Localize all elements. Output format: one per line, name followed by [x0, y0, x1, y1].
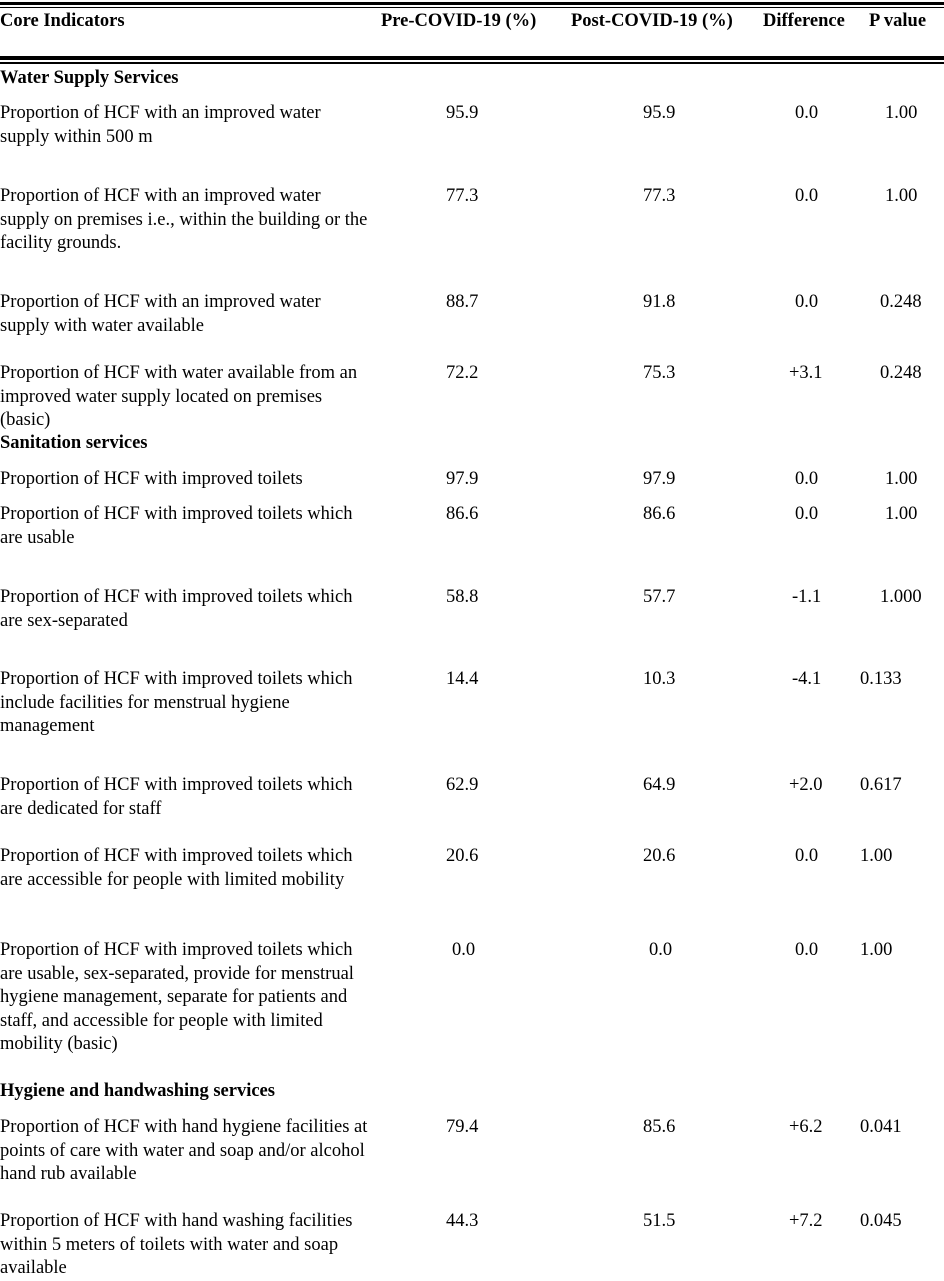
row-indicator: Proportion of HCF with improved toilets: [0, 469, 303, 489]
row-post: 10.3: [643, 669, 676, 689]
row-post: 97.9: [643, 469, 676, 489]
row-pre: 0.0: [452, 940, 476, 960]
row-diff: 0.0: [795, 940, 819, 960]
row-pre: 72.2: [446, 363, 479, 383]
row-indicator: Proportion of HCF with improved toilets which include facilities for menstrual hygiene management: [0, 669, 353, 736]
row-indicator: Proportion of HCF with an improved water supply with water available: [0, 292, 321, 336]
row-post: 57.7: [643, 587, 676, 607]
row-pre: 86.6: [446, 504, 479, 524]
header-rule: [0, 56, 944, 60]
row-post: 77.3: [643, 186, 676, 206]
row-pre: 20.6: [446, 846, 479, 866]
row-post: 0.0: [649, 940, 673, 960]
header-core-indicators: Core Indicators: [0, 11, 125, 31]
header-difference: Difference: [763, 11, 845, 31]
row-pre: 62.9: [446, 775, 479, 795]
row-p: 0.617: [860, 775, 902, 795]
row-p: 1.00: [885, 504, 918, 524]
row-diff: +2.0: [789, 775, 823, 795]
row-pre: 79.4: [446, 1117, 479, 1137]
row-pre: 77.3: [446, 186, 479, 206]
row-p: 0.041: [860, 1117, 902, 1137]
section-title-hygiene: Hygiene and handwashing services: [0, 1081, 275, 1101]
top-rule-thin: [0, 7, 944, 8]
row-diff: 0.0: [795, 846, 819, 866]
row-diff: 0.0: [795, 504, 819, 524]
row-diff: -1.1: [792, 587, 822, 607]
row-post: 51.5: [643, 1211, 676, 1231]
row-p: 0.248: [880, 292, 922, 312]
section-title-sanitation: Sanitation services: [0, 433, 148, 453]
row-p: 1.00: [885, 186, 918, 206]
row-pre: 14.4: [446, 669, 479, 689]
row-p: 0.045: [860, 1211, 902, 1231]
row-diff: 0.0: [795, 186, 819, 206]
row-p: 1.00: [885, 469, 918, 489]
row-indicator: Proportion of HCF with improved toilets which are dedicated for staff: [0, 775, 353, 819]
row-p: 1.00: [885, 103, 918, 123]
row-post: 64.9: [643, 775, 676, 795]
row-diff: +6.2: [789, 1117, 823, 1137]
row-post: 85.6: [643, 1117, 676, 1137]
row-post: 91.8: [643, 292, 676, 312]
row-post: 86.6: [643, 504, 676, 524]
row-indicator: Proportion of HCF with improved toilets which are usable: [0, 504, 353, 548]
header-post-covid: Post-COVID-19 (%): [571, 11, 733, 31]
row-indicator: Proportion of HCF with hand washing facilities within 5 meters of toilets with water and soap available: [0, 1211, 353, 1278]
top-rule: [0, 2, 944, 5]
row-indicator: Proportion of HCF with improved toilets which are accessible for people with limited mobility: [0, 846, 353, 890]
row-indicator: Proportion of HCF with an improved water supply on premises i.e., within the building or the facility grounds.: [0, 186, 368, 253]
row-pre: 97.9: [446, 469, 479, 489]
row-p: 1.00: [860, 940, 893, 960]
row-diff: -4.1: [792, 669, 822, 689]
row-indicator: Proportion of HCF with hand hygiene facilities at points of care with water and soap and/or alcohol hand rub available: [0, 1117, 368, 1184]
row-diff: +7.2: [789, 1211, 823, 1231]
header-pre-covid: Pre-COVID-19 (%): [381, 11, 537, 31]
row-diff: +3.1: [789, 363, 823, 383]
row-diff: 0.0: [795, 103, 819, 123]
row-post: 20.6: [643, 846, 676, 866]
row-pre: 95.9: [446, 103, 479, 123]
row-indicator: Proportion of HCF with improved toilets which are usable, sex-separated, provide for menstrual hygiene management, separate for patients and staff, and accessible for people with limited mobility (basic): [0, 940, 354, 1054]
row-indicator: Proportion of HCF with improved toilets which are sex-separated: [0, 587, 353, 631]
row-diff: 0.0: [795, 292, 819, 312]
row-pre: 58.8: [446, 587, 479, 607]
row-p: 0.248: [880, 363, 922, 383]
header-rule-thin: [0, 62, 944, 64]
row-pre: 88.7: [446, 292, 479, 312]
row-diff: 0.0: [795, 469, 819, 489]
row-pre: 44.3: [446, 1211, 479, 1231]
row-post: 75.3: [643, 363, 676, 383]
row-p: 1.000: [880, 587, 922, 607]
header-p-value: P value: [869, 11, 927, 31]
row-indicator: Proportion of HCF with water available from an improved water supply located on premises (basic): [0, 363, 358, 430]
row-p: 1.00: [860, 846, 893, 866]
section-title-water: Water Supply Services: [0, 68, 179, 88]
row-indicator: Proportion of HCF with an improved water supply within 500 m: [0, 103, 321, 147]
row-post: 95.9: [643, 103, 676, 123]
row-p: 0.133: [860, 669, 902, 689]
